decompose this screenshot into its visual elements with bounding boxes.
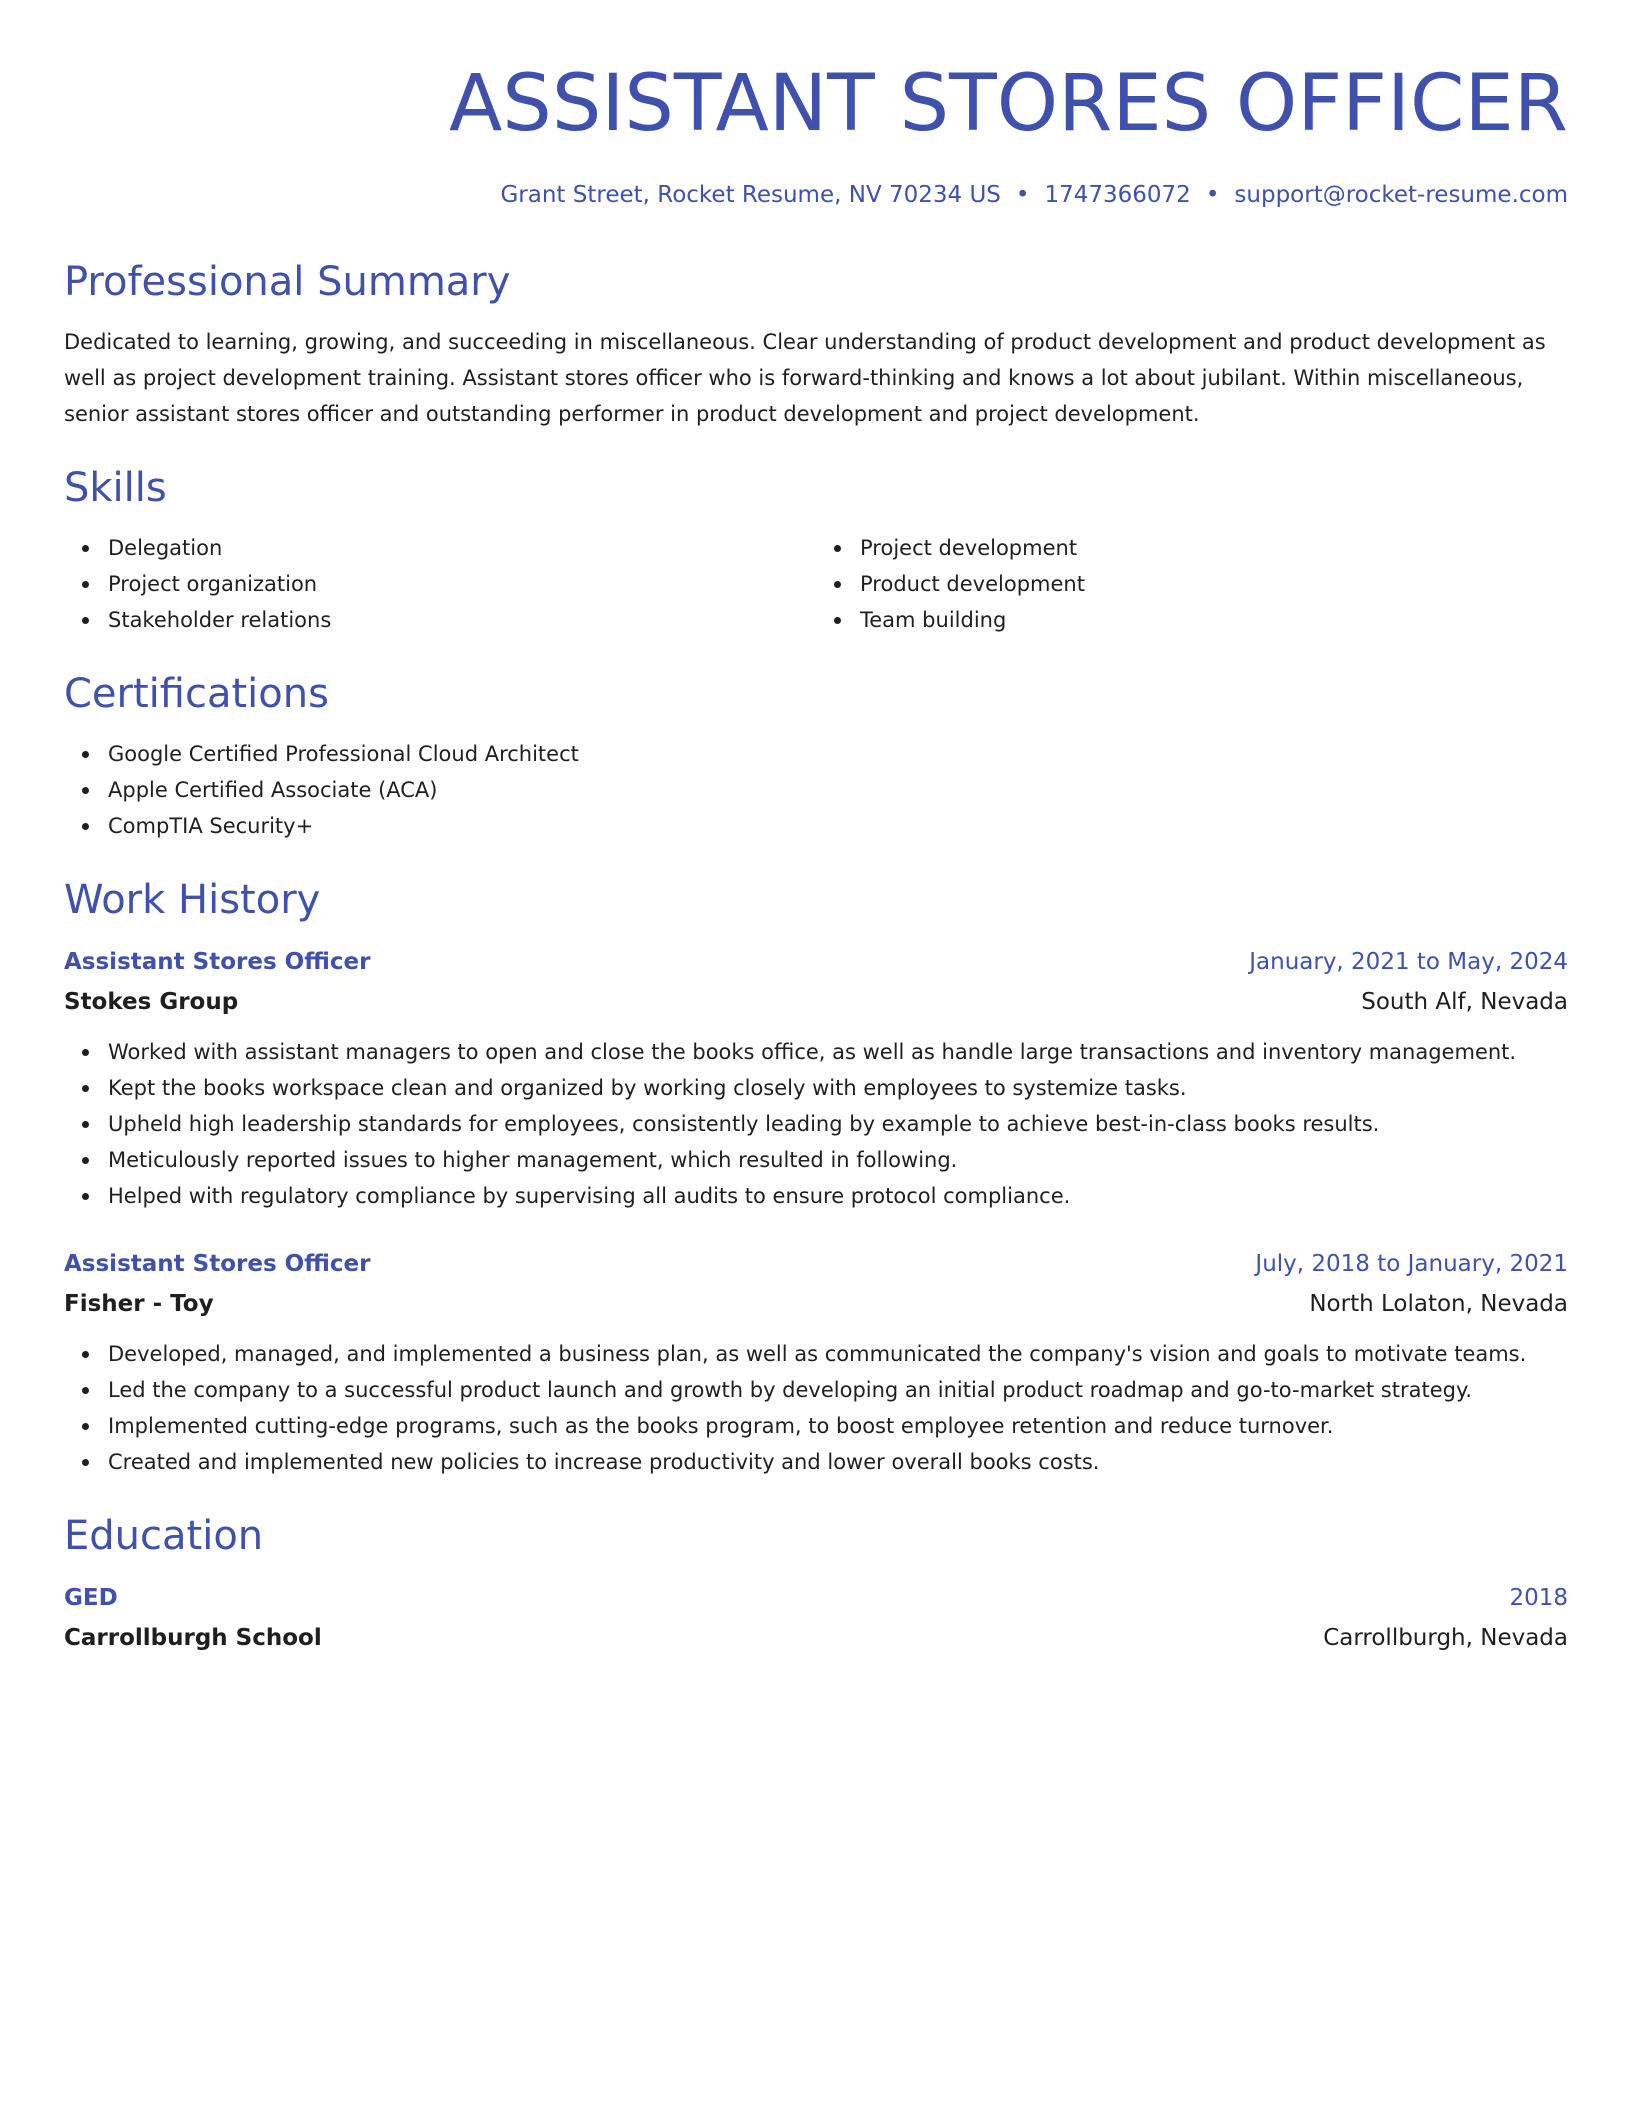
job-bullet: Kept the books workspace clean and organized by working closely with employees to systemize tasks. (108, 1070, 1568, 1106)
contact-separator: • (1015, 182, 1030, 208)
job-bullet: Created and implemented new policies to increase productivity and lower overall books costs. (108, 1444, 1568, 1480)
contact-separator: • (1205, 182, 1220, 208)
contact-phone: 1747366072 (1044, 182, 1191, 208)
education-location: Carrollburgh, Nevada (1323, 1625, 1568, 1651)
job-bullet: Worked with assistant managers to open and close the books office, as well as handle large transactions and inventory management. (108, 1034, 1568, 1070)
job-location: South Alf, Nevada (1361, 989, 1568, 1015)
job-bullet: Implemented cutting-edge programs, such as the books program, to boost employee retention and reduce turnover. (108, 1408, 1568, 1444)
job-entry (64, 1244, 1568, 1480)
education-school: Carrollburgh School (64, 1625, 322, 1651)
certification-item: Apple Certified Associate (ACA) (108, 772, 1568, 808)
job-entry (64, 942, 1568, 1214)
skills-list-right (816, 530, 1568, 638)
education-entry (64, 1578, 1568, 1658)
skill-item: Stakeholder relations (108, 602, 816, 638)
certifications-heading: Certifications (64, 671, 329, 717)
job-dates: July, 2018 to January, 2021 (1255, 1251, 1568, 1277)
education-degree: GED (64, 1585, 118, 1611)
skills-grid (64, 516, 1568, 638)
job-company: Fisher - Toy (64, 1291, 214, 1317)
skills-list-left (64, 530, 816, 638)
skills-section (64, 460, 1568, 638)
candidate-title: ASSISTANT STORES OFFICER (448, 59, 1568, 149)
job-company: Stokes Group (64, 989, 239, 1015)
work-history-heading: Work History (64, 877, 321, 923)
job-bullet: Helped with regulatory compliance by supervising all audits to ensure protocol compliance. (108, 1178, 1568, 1214)
job-location: North Lolaton, Nevada (1309, 1291, 1568, 1317)
resume-header (64, 48, 1568, 212)
job-bullets (64, 1034, 1568, 1214)
skill-item: Project organization (108, 566, 816, 602)
job-bullets (64, 1336, 1568, 1480)
skill-item: Team building (860, 602, 1568, 638)
skill-item: Product development (860, 566, 1568, 602)
contact-address: Grant Street, Rocket Resume, NV 70234 US (500, 182, 1001, 208)
contact-email: support@rocket-resume.com (1234, 182, 1568, 208)
certification-item: Google Certified Professional Cloud Architect (108, 736, 1568, 772)
job-title: Assistant Stores Officer (64, 1251, 371, 1277)
summary-section (64, 254, 1568, 432)
certifications-list (64, 736, 1568, 844)
education-section (64, 1508, 1568, 1658)
job-title: Assistant Stores Officer (64, 949, 371, 975)
certification-item: CompTIA Security+ (108, 808, 1568, 844)
education-heading: Education (64, 1513, 264, 1559)
skills-heading: Skills (64, 465, 167, 511)
skill-item: Project development (860, 530, 1568, 566)
work-history-section (64, 872, 1568, 1480)
job-bullet: Upheld high leadership standards for employees, consistently leading by example to achieve best-in-class books results. (108, 1106, 1568, 1142)
job-bullet: Led the company to a successful product launch and growth by developing an initial product roadmap and go-to-market strategy. (108, 1372, 1568, 1408)
job-bullet: Meticulously reported issues to higher management, which resulted in following. (108, 1142, 1568, 1178)
job-bullet: Developed, managed, and implemented a business plan, as well as communicated the company's vision and goals to motivate teams. (108, 1336, 1568, 1372)
education-year: 2018 (1509, 1585, 1568, 1611)
certifications-section (64, 666, 1568, 844)
summary-heading: Professional Summary (64, 259, 511, 305)
skill-item: Delegation (108, 530, 816, 566)
contact-line (64, 178, 1568, 212)
job-dates: January, 2021 to May, 2024 (1249, 949, 1568, 975)
summary-text: Dedicated to learning, growing, and succeeding in miscellaneous. Clear understanding of product development and product development as well as project development training. Assistant stores officer who is forward-thinking and knows a lot about jubilant. Within miscellaneous, senior assistant stores officer and outstanding performer in product development and project development. (64, 330, 1546, 426)
